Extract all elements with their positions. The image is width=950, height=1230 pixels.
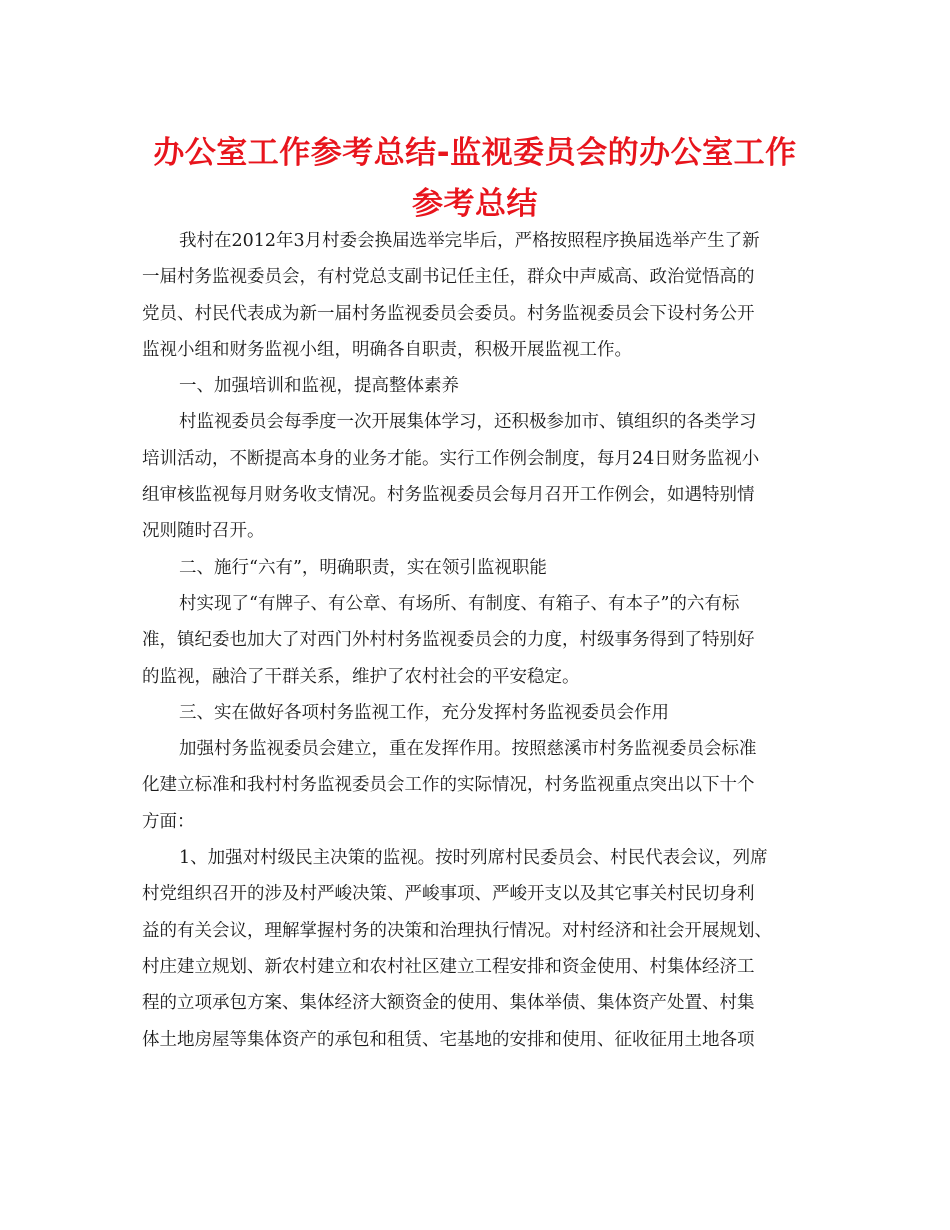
body-line: 二、施行“六有”，明确职责，实在领引监视职能 (179, 557, 547, 578)
body-line: 一、加强培训和监视，提高整体素养 (179, 376, 459, 397)
body-line: 三、实在做好各项村务监视工作，充分发挥村务监视委员会作用 (179, 702, 669, 723)
body-line: 我村在2012年3月村委会换届选举完毕后，严格按照程序换届选举产生了新 (179, 231, 760, 251)
body-line: 化建立标准和我村村务监视委员会工作的实际情况，村务监视重点突出以下十个 (142, 775, 755, 796)
body-line: 组审核监视每月财务收支情况。村务监视委员会每月召开工作例会，如遇特别情 (142, 485, 755, 506)
body-line: 加强村务监视委员会建立，重在发挥作用。按照慈溪市村务监视委员会标准 (179, 739, 757, 760)
body-line: 监视小组和财务监视小组，明确各自职责，积极开展监视工作。 (142, 339, 632, 360)
body-line: 方面： (142, 811, 195, 832)
body-line: 党员、村民代表成为新一届村务监视委员会委员。村务监视委员会下设村务公开 (142, 303, 755, 324)
document-title (140, 128, 810, 230)
body-line: 程的立项承包方案、集体经济大额资金的使用、集体举债、集体资产处置、村集 (142, 993, 755, 1014)
body-line: 的监视，融洽了干群关系，维护了农村社会的平安稳定。 (142, 666, 580, 687)
body-line: 1、加强对村级民主决策的监视。按时列席村民委员会、村民代表会议，列席 (179, 848, 768, 869)
document-body (142, 223, 810, 1058)
body-line: 村实现了“有牌子、有公章、有场所、有制度、有箱子、有本子”的六有标 (179, 593, 740, 614)
body-line: 体土地房屋等集体资产的承包和租赁、宅基地的安排和使用、征收征用土地各项 (142, 1029, 755, 1050)
body-line: 培训活动，不断提高本身的业务才能。实行工作例会制度，每月24日财务监视小 (142, 448, 760, 469)
body-line: 准，镇纪委也加大了对西门外村村务监视委员会的力度，村级事务得到了特别好 (142, 630, 755, 651)
body-line: 益的有关会议，理解掌握村务的决策和治理执行情况。对村经济和社会开展规划、 (142, 920, 772, 941)
body-line: 村监视委员会每季度一次开展集体学习，还积极参加市、镇组织的各类学习 (179, 412, 757, 433)
title-line-2: 参考总结 (412, 186, 538, 222)
body-line: 一届村务监视委员会，有村党总支副书记任主任，群众中声威高、政治觉悟高的 (142, 267, 755, 288)
title-line-1: 办公室工作参考总结-监视委员会的办公室工作 (153, 135, 797, 171)
body-line: 村庄建立规划、新农村建立和农村社区建立工程安排和资金使用、村集体经济工 (142, 956, 755, 977)
body-line: 况则随时召开。 (142, 521, 265, 542)
body-line: 村党组织召开的涉及村严峻决策、严峻事项、严峻开支以及其它事关村民切身利 (142, 884, 755, 905)
